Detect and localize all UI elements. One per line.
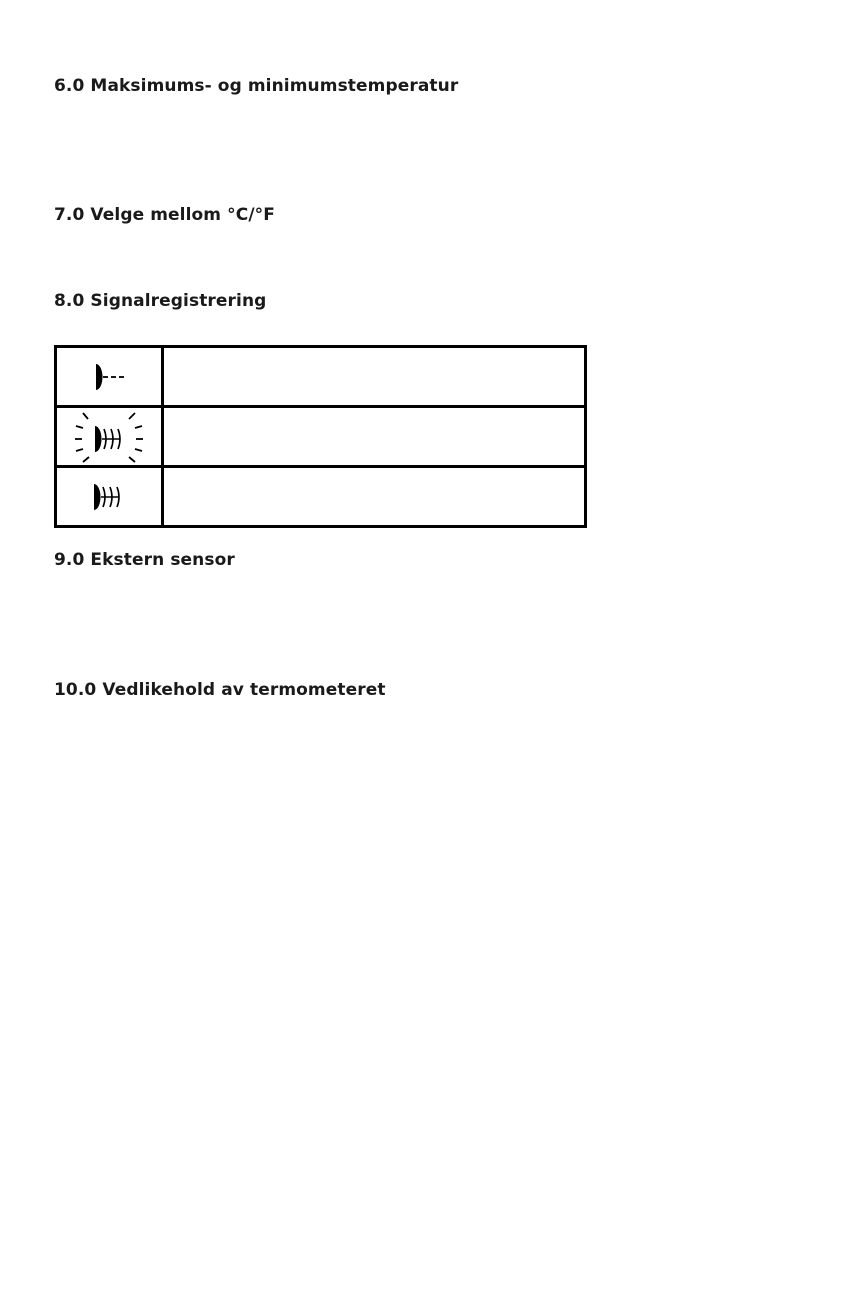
heading-signalregistrering: 8.0 Signalregistrering	[54, 291, 267, 311]
table-row	[56, 407, 586, 467]
signal-description-cell	[163, 407, 586, 467]
signal-received-icon	[89, 480, 129, 514]
signal-description-cell	[163, 347, 586, 407]
signal-searching-icon	[89, 360, 129, 394]
table-row	[56, 347, 586, 407]
table-row	[56, 467, 586, 527]
heading-velge-celsius-fahrenheit: 7.0 Velge mellom °C/°F	[54, 205, 275, 225]
signal-icon-cell	[56, 407, 163, 467]
signal-receiving-blinking-icon	[73, 409, 145, 465]
heading-maks-min-temperatur: 6.0 Maksimums- og minimumstemperatur	[54, 76, 459, 96]
heading-ekstern-sensor: 9.0 Ekstern sensor	[54, 550, 235, 570]
signal-icon-cell	[56, 467, 163, 527]
heading-vedlikehold-termometer: 10.0 Vedlikehold av termometeret	[54, 680, 386, 700]
signal-table	[54, 345, 587, 528]
signal-icon-cell	[56, 347, 163, 407]
signal-description-cell	[163, 467, 586, 527]
